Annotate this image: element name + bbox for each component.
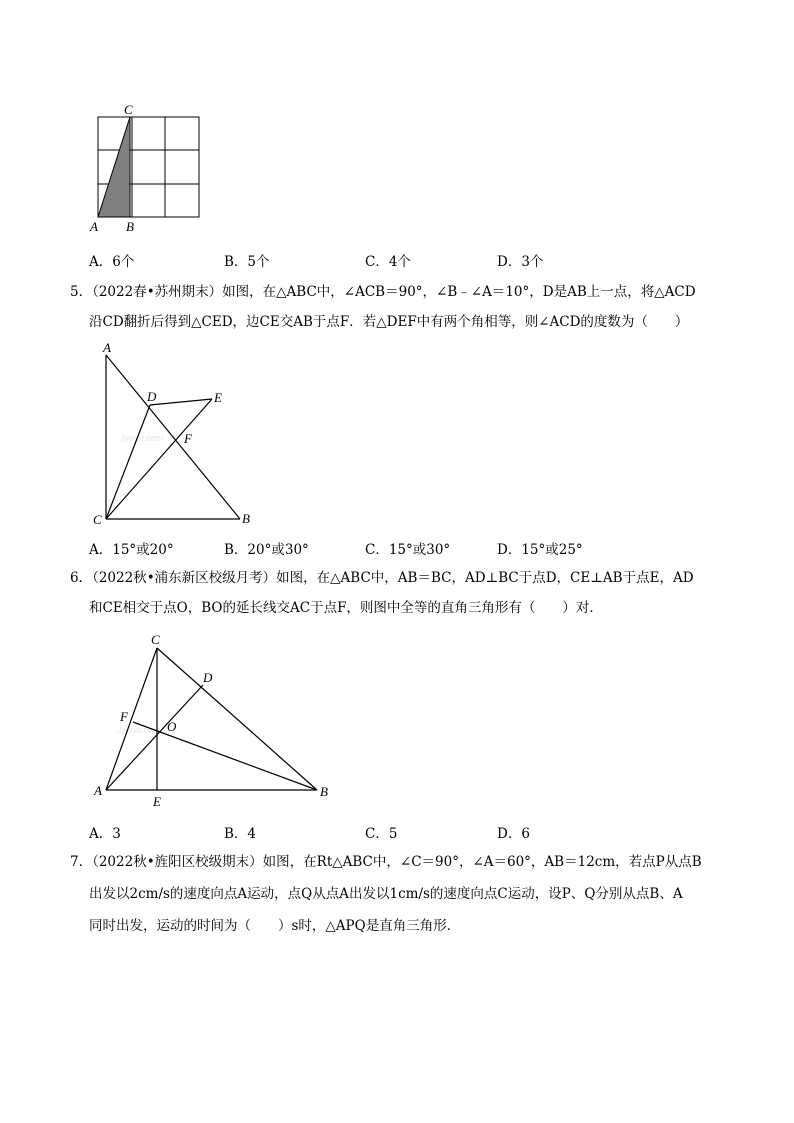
q4-label-b: B	[126, 219, 134, 234]
q4-option-b: B．5个	[224, 254, 270, 270]
q5-label-e: E	[214, 390, 222, 405]
q5-label-c: C	[93, 512, 102, 527]
q7-question-line3: 同时出发，运动的时间为（ ）s时，△APQ是直角三角形．	[89, 918, 461, 934]
q5-label-a: A	[103, 340, 111, 355]
q6-label-c: C	[151, 632, 160, 647]
q5-option-b: B．20°或30°	[224, 542, 309, 558]
q7-question-line2: 出发以2cm/s的速度向点A运动，点Q从点A出发以1cm/s的速度向点C运动，设P、Q分别从点B、A	[89, 886, 683, 902]
q5-option-c: C．15°或30°	[365, 542, 451, 558]
q5-question-line1: 5．（2022春•苏州期末）如图，在△ABC中，∠ACB＝90°，∠B﹣∠A＝10°，D是AB上一点，将△ACD	[70, 284, 696, 300]
q6-label-d: D	[203, 670, 213, 685]
q5-watermark: Jyeoo.com	[120, 433, 164, 443]
q6-label-b: B	[320, 784, 328, 799]
q5-label-b: B	[242, 511, 250, 526]
q5-option-d: D．15°或25°	[497, 542, 583, 558]
q6-option-a: A．3	[89, 826, 121, 842]
q6-option-c: C．5	[365, 826, 398, 842]
q7-question-line1: 7．（2022秋•旌阳区校级期末）如图，在Rt△ABC中，∠C＝90°，∠A＝60°，AB＝12cm，若点P从点B	[70, 854, 702, 870]
q4-label-c: C	[124, 102, 133, 117]
q6-question-line2: 和CE相交于点O，BO的延长线交AC于点F，则图中全等的直角三角形有（ ）对．	[89, 600, 603, 616]
q6-label-o: O	[167, 719, 177, 734]
q4-option-c: C．4个	[365, 254, 411, 270]
q4-option-a: A．6个	[89, 254, 135, 270]
q6-question-line1: 6．（2022秋•浦东新区校级月考）如图，在△ABC中，AB＝BC，AD⊥BC于点D，CE⊥AB于点E，AD	[70, 570, 694, 586]
q6-watermark: Jyeoo.com	[117, 725, 161, 735]
q6-label-e: E	[153, 794, 161, 809]
q6-label-a: A	[94, 783, 102, 798]
q5-label-f: F	[184, 431, 192, 446]
q5-option-a: A．15°或20°	[89, 542, 174, 558]
q6-option-b: B．4	[224, 826, 257, 842]
q6-option-d: D．6	[497, 826, 530, 842]
q4-label-a: A	[90, 219, 98, 234]
q5-question-line2: 沿CD翻折后得到△CED，边CE交AB于点F．若△DEF中有两个角相等，则∠ACD的度数为（ ）	[89, 314, 689, 330]
q6-label-f: F	[120, 709, 128, 724]
q5-label-d: D	[147, 389, 157, 404]
q4-option-d: D．3个	[497, 254, 544, 270]
